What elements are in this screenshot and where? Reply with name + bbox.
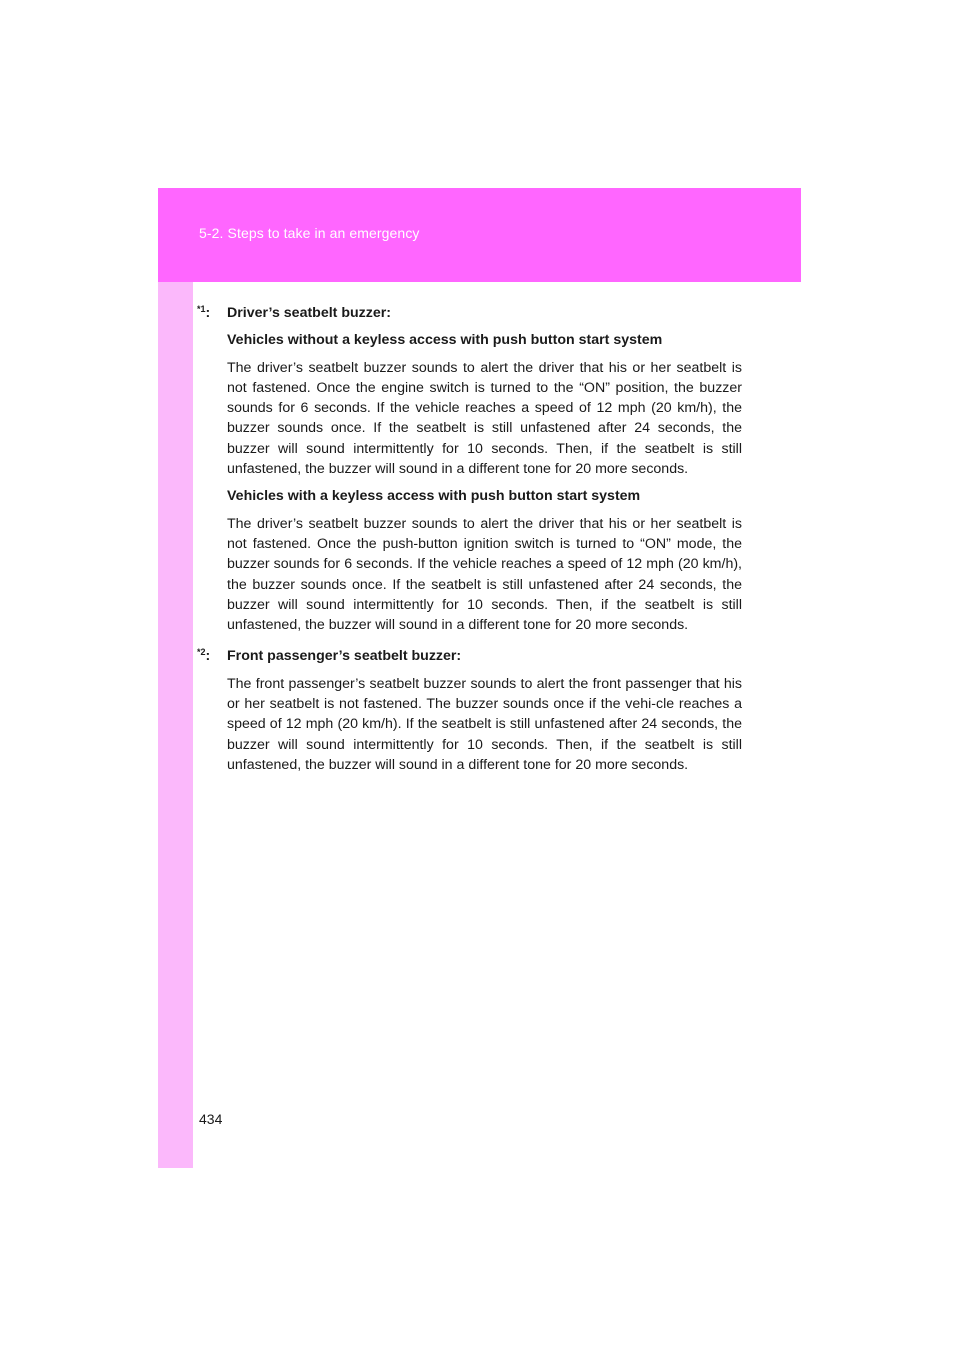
- note-title: Front passenger’s seatbelt buzzer:: [227, 648, 462, 665]
- subsection-title: Vehicles with a keyless access with push button start system: [227, 488, 641, 505]
- subsection-title: Vehicles without a keyless access with push button start system: [227, 332, 663, 349]
- footnote-sup: *2: [197, 647, 206, 658]
- footnote-sup: *1: [197, 304, 206, 314]
- note-marker: $^{*2}$:: [197, 647, 211, 665]
- note-passenger-buzzer: [197, 646, 742, 775]
- subsection-text: The driver’s seatbelt buzzer sounds to alert the driver that his or her seatbelt is not fastened. Once the push-button ignition switch is turned to “ON” mode, the buzzer sounds for 6 seconds. If the vehicle reaches a speed of 12 mph (20 km/h), the buzzer sounds once. If the seatbelt is still unfastened after 24 seconds, the buzzer will sound intermittently for 10 seconds. Then, if the seatbelt is still unfastened, the buzzer will sound in a different tone for 20 more seconds.: [227, 515, 742, 634]
- note-title: Driver’s seatbelt buzzer:: [227, 305, 392, 321]
- page-number: 434: [199, 1111, 223, 1127]
- content-area: [197, 303, 742, 782]
- side-strip: [158, 282, 193, 1168]
- note-driver-buzzer: [197, 303, 742, 635]
- subsection-text: The driver’s seatbelt buzzer sounds to alert the driver that his or her seatbelt is not fastened. Once the engine switch is turned to the “ON” position, the buzzer sounds for 6 seconds. If the vehicle reaches a speed of 12 mph (20 km/h), the buzzer sounds once. If the seatbelt is still unfastened after 24 seconds, the buzzer will sound intermittently for 10 seconds. Then, if the seatbelt is still unfastened, the buzzer will sound in a different tone for 20 more seconds.: [227, 359, 742, 478]
- section-title: 5-2. Steps to take in an emergency: [199, 225, 420, 241]
- note-marker: $^{*1}$:: [197, 304, 211, 321]
- note-text: The front passenger’s seatbelt buzzer sounds to alert the front passenger that his or her seatbelt is not fastened. The buzzer sounds once if the vehi-cle reaches a speed of 12 mph (20 km/h). If the seatbelt is still unfastened after 24 seconds, the buzzer will sound intermittently for 10 seconds. Then, if the seatbelt is still unfastened, the buzzer will sound in a different tone for 20 more seconds.: [227, 675, 742, 773]
